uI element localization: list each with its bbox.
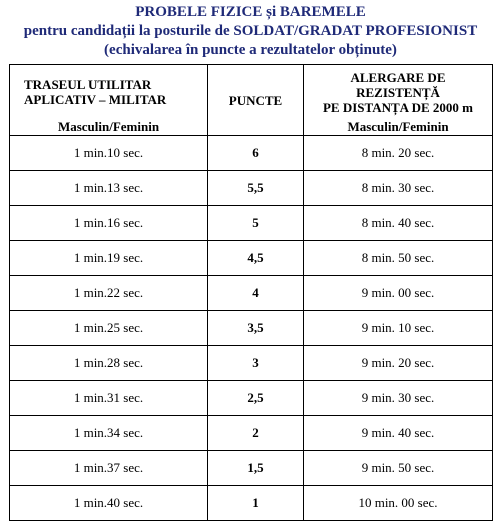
title-line-2: pentru candidații la posturile de SOLDAT/GRADAT PROFESIONIST xyxy=(23,23,478,39)
cell-traseu: 1 min.19 sec. xyxy=(10,241,208,276)
cell-alergare: 9 min. 50 sec. xyxy=(304,451,493,486)
title-line-1: PROBELE FIZICE și BAREMELE xyxy=(135,4,366,20)
cell-alergare: 9 min. 40 sec. xyxy=(304,416,493,451)
table-row xyxy=(10,241,493,276)
cell-traseu: 1 min.28 sec. xyxy=(10,346,208,381)
header-alergare-line2: REZISTENȚĂ xyxy=(356,84,440,100)
cell-puncte: 6 xyxy=(208,136,304,171)
cell-traseu: 1 min.16 sec. xyxy=(10,206,208,241)
header-traseu-line1: TRASEUL UTILITAR xyxy=(24,77,152,92)
cell-alergare: 9 min. 10 sec. xyxy=(304,311,493,346)
header-alergare xyxy=(304,65,493,120)
cell-alergare: 10 min. 00 sec. xyxy=(304,486,493,521)
subheader-traseu: Masculin/Feminin xyxy=(10,119,208,136)
cell-traseu: 1 min.22 sec. xyxy=(10,276,208,311)
table-row xyxy=(10,451,493,486)
cell-traseu: 1 min.31 sec. xyxy=(10,381,208,416)
header-puncte: PUNCTE xyxy=(208,65,304,136)
document-title xyxy=(0,3,501,60)
cell-alergare: 8 min. 20 sec. xyxy=(304,136,493,171)
table-row xyxy=(10,346,493,381)
cell-puncte: 2,5 xyxy=(208,381,304,416)
cell-alergare: 9 min. 30 sec. xyxy=(304,381,493,416)
table-row xyxy=(10,486,493,521)
table-row xyxy=(10,171,493,206)
cell-traseu: 1 min.13 sec. xyxy=(10,171,208,206)
cell-traseu: 1 min.34 sec. xyxy=(10,416,208,451)
cell-puncte: 4,5 xyxy=(208,241,304,276)
cell-traseu: 1 min.37 sec. xyxy=(10,451,208,486)
cell-alergare: 8 min. 30 sec. xyxy=(304,171,493,206)
cell-puncte: 5,5 xyxy=(208,171,304,206)
table-row xyxy=(10,206,493,241)
header-traseu-line2: APLICATIV – MILITAR xyxy=(24,92,167,107)
cell-traseu: 1 min.40 sec. xyxy=(10,486,208,521)
cell-puncte: 5 xyxy=(208,206,304,241)
cell-puncte: 2 xyxy=(208,416,304,451)
table-row xyxy=(10,136,493,171)
cell-traseu: 1 min.25 sec. xyxy=(10,311,208,346)
table-row xyxy=(10,311,493,346)
title-line-3: (echivalarea în puncte a rezultatelor obținute) xyxy=(104,42,397,58)
cell-traseu: 1 min.10 sec. xyxy=(10,136,208,171)
header-alergare-line1: ALERGARE DE xyxy=(350,69,446,85)
table-row xyxy=(10,381,493,416)
cell-puncte: 1 xyxy=(208,486,304,521)
table-row xyxy=(10,276,493,311)
cell-alergare: 9 min. 00 sec. xyxy=(304,276,493,311)
cell-puncte: 1,5 xyxy=(208,451,304,486)
scores-table xyxy=(9,64,493,521)
table-row xyxy=(10,416,493,451)
cell-alergare: 8 min. 40 sec. xyxy=(304,206,493,241)
cell-puncte: 3,5 xyxy=(208,311,304,346)
cell-alergare: 8 min. 50 sec. xyxy=(304,241,493,276)
header-traseu xyxy=(10,65,208,120)
header-alergare-line3: PE DISTANȚA DE 2000 m xyxy=(322,99,473,115)
cell-alergare: 9 min. 20 sec. xyxy=(304,346,493,381)
subheader-alergare: Masculin/Feminin xyxy=(304,119,493,136)
table-body xyxy=(10,136,493,521)
cell-puncte: 4 xyxy=(208,276,304,311)
cell-puncte: 3 xyxy=(208,346,304,381)
